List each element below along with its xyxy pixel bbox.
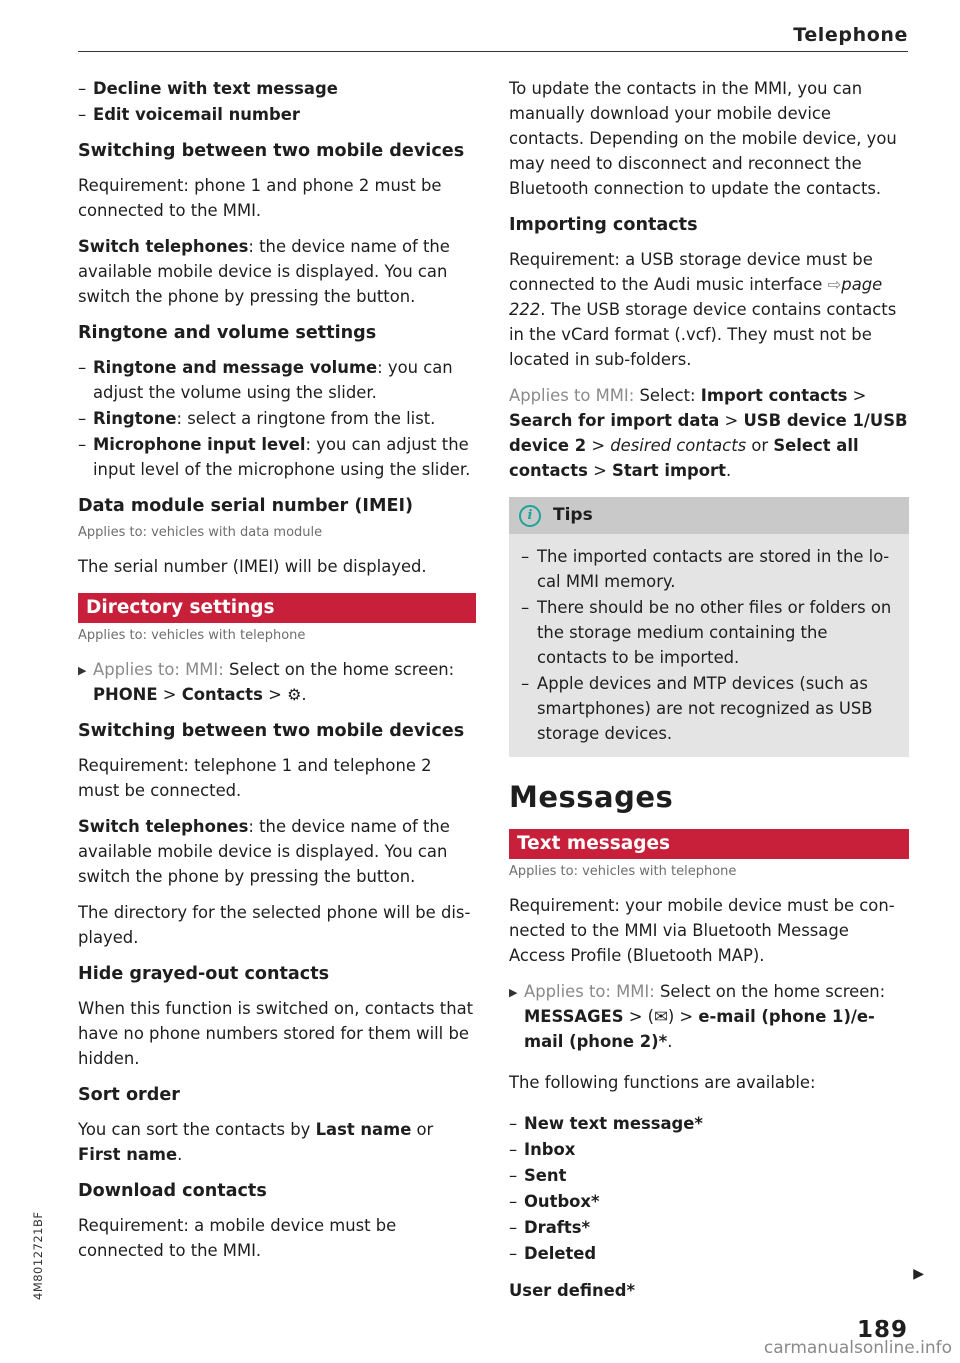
directory-text: The directory for the selected phone will be displayed. [78, 903, 471, 947]
applies-note: Applies to: vehicles with data module [78, 525, 323, 540]
heading-ringtone-volume: Ringtone and volume settings [78, 323, 377, 343]
heading-switching-devices: Switching between two mobile devices [78, 141, 465, 161]
requirement-text: Requirement: phone 1 and phone 2 must be connected to the MMI. [78, 176, 442, 220]
heading-sort-order: Sort order [78, 1085, 180, 1105]
list-item: – Microphone input level: you can adjust the input level of the microphone using the slider. [78, 432, 476, 482]
ringtone-settings-list [78, 355, 476, 482]
page-number: 189 [856, 1317, 908, 1343]
list-item: – Outbox* [509, 1189, 909, 1214]
list-item: – Drafts* [509, 1215, 909, 1240]
update-contacts-text: To update the contacts in the MMI, you can manually download your mobile device contacts. Depending on the mobile device, you may need to disconnect and reconnect the Bluetooth connection to update the contacts. [509, 79, 897, 198]
import-instruction-text: Applies to MMI: Select: Import contacts > Search for import data > USB device 1/USB device 2 > desired contacts or Select all contacts > Start import. [509, 386, 908, 480]
running-header-title: Telephone [793, 24, 908, 46]
download-contacts-text: Requirement: a mobile device must be connected to the MMI. [78, 1216, 397, 1260]
user-defined-heading: User defined* [509, 1281, 636, 1300]
list-item: – Sent [509, 1163, 909, 1188]
switch-telephones-text: Switch telephones: the device name of the available mobile device is displayed. You can switch the phone by pressing the button. [78, 237, 450, 306]
heading-importing-contacts: Importing contacts [509, 215, 698, 235]
document-code: 4M8012721BF [31, 1211, 45, 1300]
list-item: – Apple devices and MTP devices (such as smartphones) are not recognized as USB storage devices. [521, 671, 893, 746]
tips-header [509, 497, 909, 534]
list-item: – Inbox [509, 1137, 909, 1162]
following-functions-text: The following functions are available: [509, 1073, 816, 1092]
list-item: – Ringtone and message volume: you can adjust the volume using the slider. [78, 355, 476, 405]
heading-switching-devices-2: Switching between two mobile devices [78, 721, 465, 741]
imei-text: The serial number (IMEI) will be displayed. [78, 557, 427, 576]
message-functions-list [509, 1111, 909, 1266]
list-item: – There should be no other files or folders on the storage medium containing the contacts to be imported. [521, 595, 893, 670]
list-item: – Edit voicemail number [78, 102, 476, 127]
instruction-step: ▶ Applies to: MMI: Select on the home screen: MESSAGES > (✉) > e-mail (phone 1)/e-mail (phone 2)*. [509, 982, 886, 1051]
heading-messages: Messages [509, 780, 674, 814]
list-item: – Decline with text message [78, 76, 476, 101]
header-rule [78, 51, 908, 52]
continue-arrow-icon: ▶ [913, 1266, 924, 1282]
right-column [509, 76, 909, 1314]
instruction-step: ▶ Applies to: MMI: Select on the home screen: PHONE > Contacts > ⚙. [78, 657, 476, 707]
switch-telephones-text: Switch telephones: the device name of the available mobile device is displayed. You can switch the phone by pressing the button. [78, 817, 450, 886]
page-reference-link[interactable]: page 222 [509, 275, 883, 319]
messages-requirement-text: Requirement: your mobile device must be connected to the MMI via Bluetooth Message Access Profile (Bluetooth MAP). [509, 896, 895, 965]
info-icon: i [519, 505, 541, 527]
tips-box [509, 497, 909, 757]
import-requirement-text: Requirement: a USB storage device must be connected to the Audi music interface ⇨page 222. The USB storage device contains contacts in the vCard format (.vcf). They must not be located in sub-folders. [509, 250, 897, 369]
step-triangle-icon: ▶ [509, 986, 518, 999]
step-triangle-icon: ▶ [78, 664, 87, 677]
settings-gear-icon: ⚙ [287, 685, 302, 704]
list-item: – Deleted [509, 1241, 909, 1266]
watermark: carmanualsonline.info [763, 1338, 952, 1358]
tips-title: Tips [553, 505, 593, 525]
applies-note: Applies to: vehicles with telephone [78, 628, 306, 643]
top-function-list [78, 76, 476, 127]
heading-hide-grayed: Hide grayed-out contacts [78, 964, 330, 984]
tips-list [521, 544, 893, 746]
message-envelope-icon: ✉ [654, 1007, 668, 1026]
section-bar-text-messages: Text messages [509, 829, 909, 859]
requirement-text: Requirement: telephone 1 and telephone 2 must be connected. [78, 756, 432, 800]
hide-grayed-text: When this function is switched on, contacts that have no phone numbers stored for them will be hidden. [78, 999, 474, 1068]
left-column [78, 76, 476, 1274]
page-reference-arrow-icon: ⇨ [827, 275, 842, 294]
list-item: – Ringtone: select a ringtone from the list. [78, 406, 476, 431]
section-bar-directory-settings: Directory settings [78, 593, 476, 623]
sort-order-text: You can sort the contacts by Last name or First name. [78, 1120, 434, 1164]
applies-note: Applies to: vehicles with telephone [509, 864, 737, 879]
heading-imei: Data module serial number (IMEI) [78, 496, 414, 516]
list-item: – New text message* [509, 1111, 909, 1136]
list-item: – The imported contacts are stored in the local MMI memory. [521, 544, 893, 594]
heading-download-contacts: Download contacts [78, 1181, 267, 1201]
